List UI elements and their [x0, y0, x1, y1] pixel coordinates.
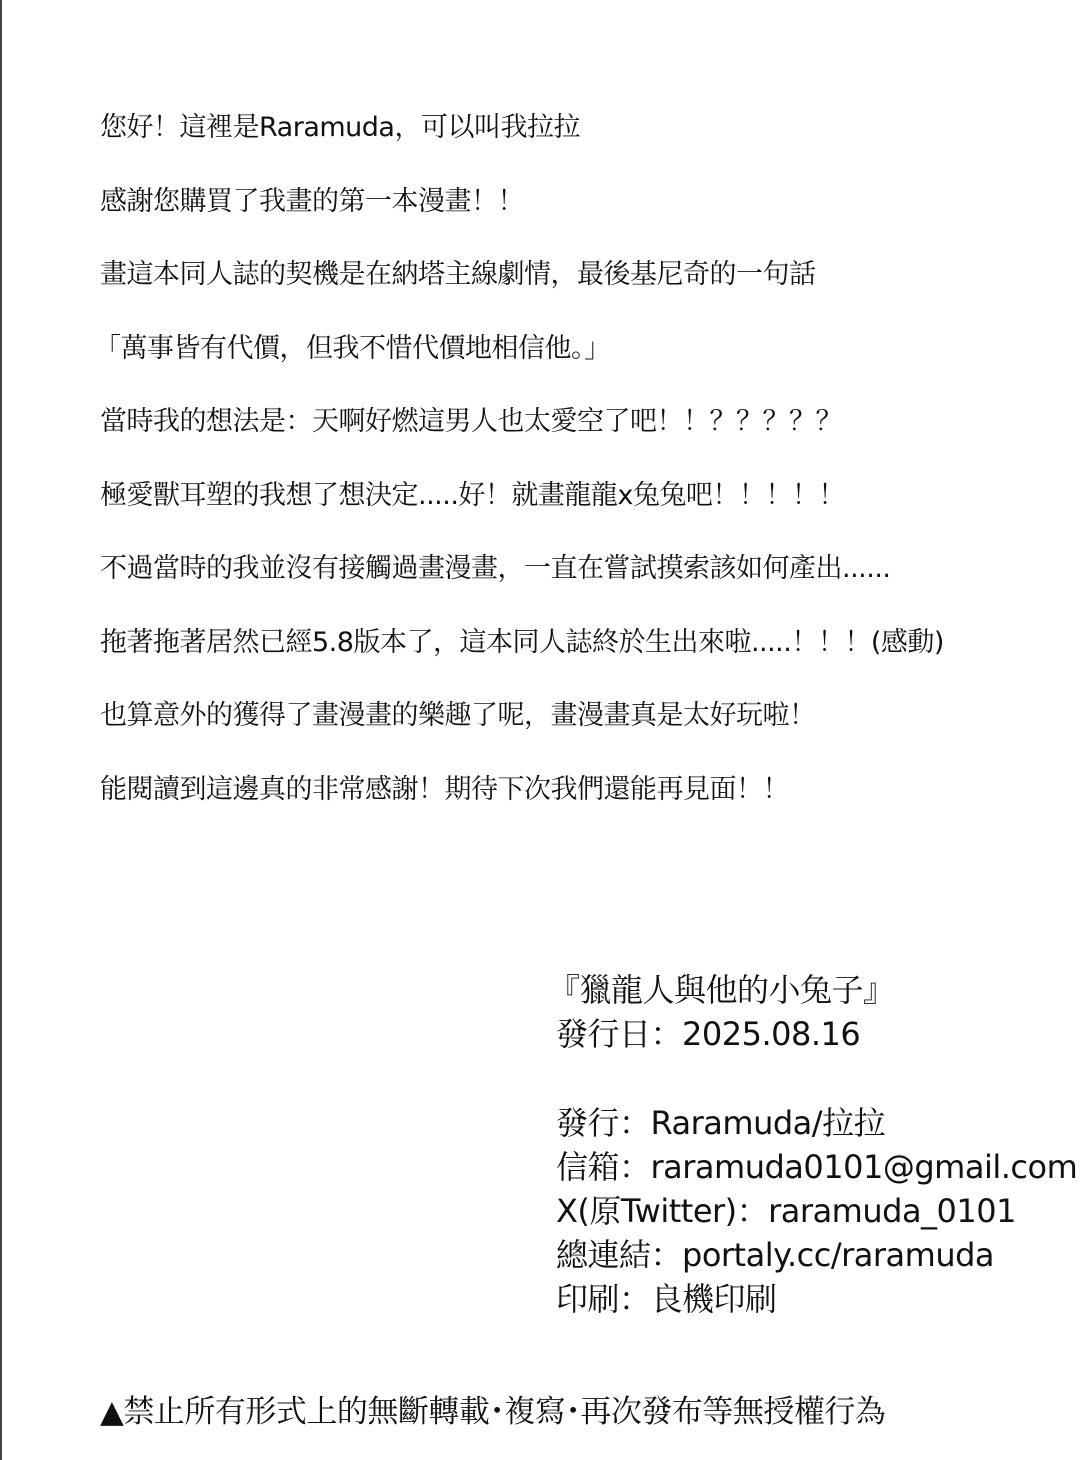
colophon	[548, 968, 1078, 1321]
afterword-line: 您好！這裡是Raramuda，可以叫我拉拉	[100, 112, 580, 143]
afterword-quote: 「萬事皆有代價，但我不惜代價地相信他。」	[94, 332, 611, 364]
afterword-line: 能閱讀到這邊真的非常感謝！期待下次我們還能再見面！！	[100, 773, 789, 805]
email: 信箱：raramuda0101@gmail.com	[556, 1148, 1078, 1186]
afterword-line: 拖著拖著居然已經5.8版本了，這本同人誌終於生出來啦.....！！！(感動)	[100, 626, 944, 658]
afterword-line: 當時我的想法是：天啊好燃這男人也太愛空了吧！！？？？？？	[100, 406, 842, 437]
afterword-line: 也算意外的獲得了畫漫畫的樂趣了呢，畫漫畫真是太好玩啦！	[100, 700, 816, 731]
printer: 印刷：良機印刷	[556, 1280, 777, 1318]
twitter-handle: X(原Twitter)：raramuda_0101	[556, 1192, 1016, 1230]
publisher: 發行：Raramuda/拉拉	[556, 1104, 886, 1142]
links: 總連結：portaly.cc/raramuda	[556, 1236, 995, 1274]
afterword-line: 極愛獸耳塑的我想了想決定.....好！就畫龍龍x兔兔吧！！！！！	[100, 479, 845, 511]
afterword-line: 不過當時的我並沒有接觸過畫漫畫，一直在嘗試摸索該如何產出......	[100, 553, 891, 584]
afterword-text	[94, 108, 944, 843]
page-edge	[0, 0, 2, 1460]
copyright-warning: ▲禁止所有形式上的無斷轉載･複寫･再次發布等無授權行為	[100, 1394, 886, 1430]
book-title: 『獵龍人與他的小兔子』	[548, 971, 895, 1009]
afterword-line: 感謝您購買了我畫的第一本漫畫！！	[100, 185, 524, 217]
release-date: 發行日：2025.08.16	[556, 1015, 861, 1053]
afterword-line: 畫這本同人誌的契機是在納塔主線劇情，最後基尼奇的一句話	[100, 259, 816, 290]
